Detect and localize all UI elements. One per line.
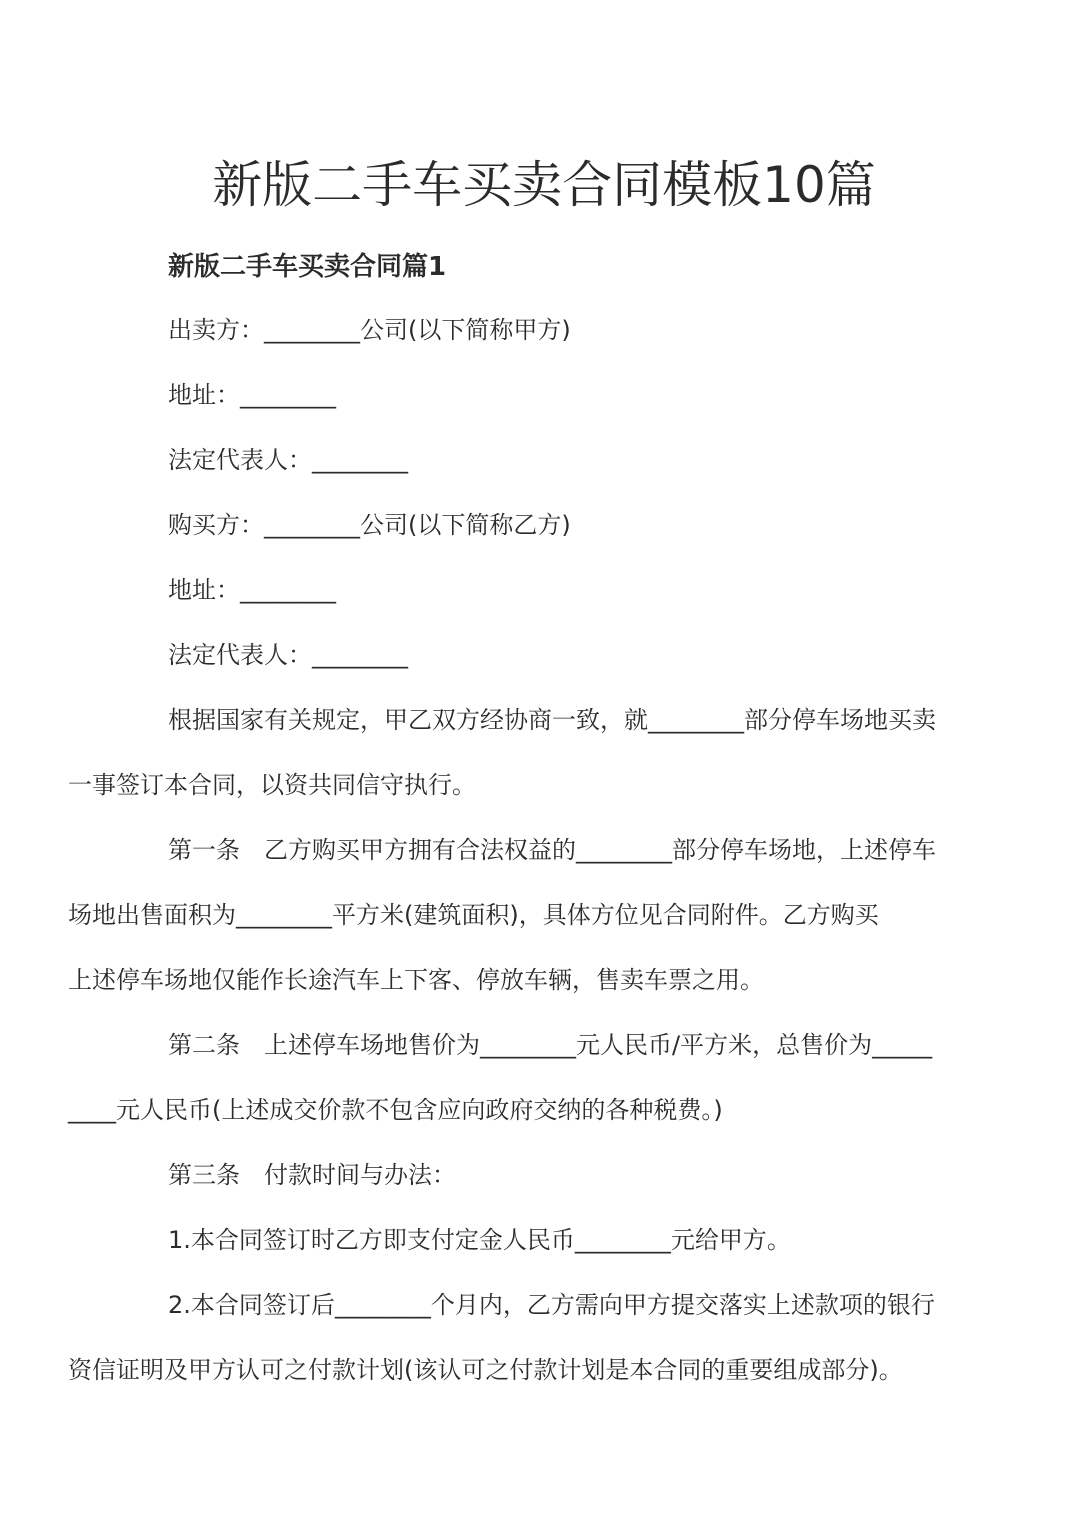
paragraph-line: 根据国家有关规定，甲乙双方经协商一致，就________部分停车场地买卖 (168, 706, 936, 734)
paragraph-buyer (118, 493, 980, 558)
paragraph-line: 购买方：________公司(以下简称乙方) (168, 511, 571, 539)
paragraph-seller-address (118, 363, 980, 428)
paragraph-line: 法定代表人：________ (168, 641, 408, 669)
paragraph-seller (118, 298, 980, 363)
paragraph-line: 上述停车场地仅能作长途汽车上下客、停放车辆，售卖车票之用。 (68, 966, 764, 994)
paragraph-item-1 (118, 1208, 980, 1273)
paragraph-line: 地址：________ (168, 576, 336, 604)
paragraph-line: 第三条 付款时间与办法： (168, 1161, 456, 1189)
paragraph-line: 资信证明及甲方认可之付款计划(该认可之付款计划是本合同的重要组成部分)。 (68, 1356, 903, 1384)
paragraph-line: 地址：________ (168, 381, 336, 409)
paragraph-article-1 (68, 818, 980, 1013)
paragraph-line: 第二条 上述停车场地售价为________元人民币/平方米，总售价为_____ (168, 1031, 933, 1059)
section-heading: 新版二手车买卖合同篇1 (168, 252, 447, 282)
paragraph-preamble (68, 688, 980, 818)
paragraph-item-2 (68, 1273, 980, 1403)
paragraph-line: 2.本合同签订后________个月内，乙方需向甲方提交落实上述款项的银行 (168, 1291, 935, 1319)
paragraph-line: 出卖方：________公司(以下简称甲方) (168, 316, 571, 344)
paragraph-line: 一事签订本合同，以资共同信守执行。 (68, 771, 476, 799)
paragraph-line: 法定代表人：________ (168, 446, 408, 474)
paragraph-seller-representative (118, 428, 980, 493)
paragraph-article-3 (118, 1143, 980, 1208)
paragraph-line: 第一条 乙方购买甲方拥有合法权益的________部分停车场地，上述停车 (168, 836, 936, 864)
paragraph-buyer-representative (118, 623, 980, 688)
paragraph-line: 场地出售面积为________平方米(建筑面积)，具体方位见合同附件。乙方购买 (68, 901, 879, 929)
paragraph-buyer-address (118, 558, 980, 623)
document-title: 新版二手车买卖合同模板10篇 (212, 156, 876, 214)
paragraph-line: 1.本合同签订时乙方即支付定金人民币________元给甲方。 (168, 1226, 791, 1254)
paragraph-article-2 (68, 1013, 980, 1143)
paragraph-line: ____元人民币(上述成交价款不包含应向政府交纳的各种税费。) (68, 1096, 723, 1124)
